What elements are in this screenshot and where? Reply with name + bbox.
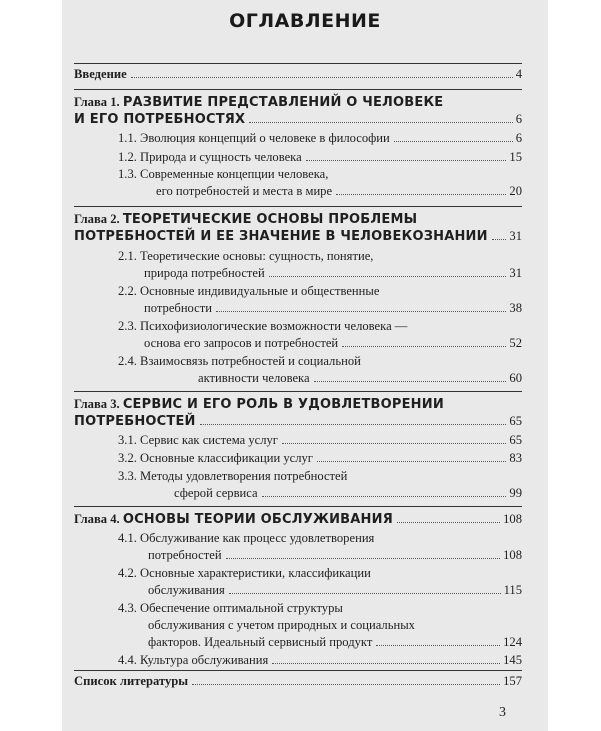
section-title: основа его запросов и потребностей [144,336,339,350]
section-title: обслуживания [148,583,225,597]
chapter-label: Глава 2. [74,212,120,226]
section-page: 124 [503,635,522,649]
leader-dots [192,684,500,685]
section-page: 60 [509,371,522,385]
page-title: ОГЛАВЛЕНИЕ [229,10,381,32]
section-title: 3.2. Основные классификации услуг [118,451,313,465]
toc-section [118,130,522,147]
chapter-title-line: СЕРВИС И ЕГО РОЛЬ В УДОВЛЕТВОРЕНИИ [122,397,444,412]
section-title: 3.3. Методы удовлетворения потребностей [118,469,348,483]
intro-label: Введение [74,67,127,81]
section-page: 108 [503,548,522,562]
toc-section [118,166,522,200]
intro-page: 4 [515,67,522,81]
toc-chapter-1 [74,94,522,128]
chapter-label: Глава 4. [74,512,120,526]
section-title: 2.2. Основные индивидуальные и общественные [118,284,380,298]
leader-dots [269,276,507,277]
section-page: 145 [503,653,522,667]
toc-section [118,248,522,282]
leader-dots [397,522,500,523]
section-title: 4.4. Культура обслуживания [118,653,269,667]
section-title: факторов. Идеальный сервисный продукт [148,635,373,649]
section-title: природа потребностей [144,266,265,280]
leader-dots [262,496,507,497]
leader-dots [394,141,513,142]
section-title: его потребностей и места в мире [156,184,333,198]
leader-dots [317,461,506,462]
toc-section [118,283,522,317]
section-page: 83 [509,451,522,465]
section-title: 2.4. Взаимосвязь потребностей и социальной [118,354,361,368]
toc-entry-intro [74,66,522,83]
leader-dots [249,122,512,123]
rule-intro [74,89,522,90]
section-title: 1.3. Современные концепции человека, [118,167,329,181]
section-title: 1.2. Природа и сущность человека [118,150,302,164]
toc-chapter-4 [74,511,522,528]
toc-section [118,600,522,651]
chapter-title-line: ТЕОРЕТИЧЕСКИЕ ОСНОВЫ ПРОБЛЕМЫ [122,212,418,227]
leader-dots [342,346,506,347]
section-page: 52 [509,336,522,350]
toc-section [118,652,522,669]
leader-dots [226,558,501,559]
leader-dots [376,645,500,646]
leader-dots [336,194,506,195]
leader-dots [272,663,500,664]
toc-chapter-2 [74,211,522,245]
toc-section [118,353,522,387]
section-title: потребностей [148,548,222,562]
chapter-title-line: ОСНОВЫ ТЕОРИИ ОБСЛУЖИВАНИЯ [122,512,393,527]
section-title: 1.1. Эволюция концепций о человеке в философии [118,131,390,145]
toc-section [118,318,522,352]
chapter-page: 65 [509,414,522,428]
section-page: 31 [509,266,522,280]
toc-section [118,468,522,502]
chapter-page: 6 [515,112,522,126]
chapter-page: 31 [509,229,522,243]
toc-section [118,432,522,449]
leader-dots [200,424,507,425]
chapter-label: Глава 3. [74,397,120,411]
section-title: 4.1. Обслуживание как процесс удовлетворения [118,531,375,545]
leader-dots [492,239,507,240]
toc-section [118,149,522,166]
section-title: 3.1. Сервис как система услуг [118,433,278,447]
chapter-title-line: ПОТРЕБНОСТЕЙ И ЕЕ ЗНАЧЕНИЕ В ЧЕЛОВЕКОЗНАНИИ [74,229,488,244]
rule-top [74,63,522,64]
rule-chapter-4 [74,506,522,507]
toc-section [118,450,522,467]
toc-section [118,565,522,599]
toc-chapter-3 [74,396,522,430]
section-title: 4.2. Основные характеристики, классификации [118,566,371,580]
section-title: потребности [144,301,213,315]
chapter-title-line: РАЗВИТИЕ ПРЕДСТАВЛЕНИЙ О ЧЕЛОВЕКЕ [122,95,444,110]
leader-dots [131,77,513,78]
toc-section [118,530,522,564]
toc-entry-bibliography [74,673,522,690]
rule-chapter-2 [74,206,522,207]
section-title: 2.1. Теоретические основы: сущность, понятие, [118,249,374,263]
chapter-title-line: И ЕГО ПОТРЕБНОСТЯХ [74,112,246,127]
section-title: 4.3. Обеспечение оптимальной структуры [118,601,343,615]
chapter-page: 108 [503,512,522,526]
section-title: активности человека [198,371,310,385]
leader-dots [229,593,501,594]
section-page: 99 [509,486,522,500]
leader-dots [306,160,507,161]
rule-bibliography [74,670,522,671]
chapter-label: Глава 1. [74,95,120,109]
leader-dots [314,381,507,382]
section-page: 20 [509,184,522,198]
leader-dots [216,311,506,312]
rule-chapter-3 [74,391,522,392]
section-title: сферой сервиса [174,486,258,500]
section-page: 65 [509,433,522,447]
bibliography-page: 157 [503,674,522,688]
page-number: 3 [499,705,506,720]
leader-dots [282,443,506,444]
section-title: 2.3. Психофизиологические возможности человека — [118,319,408,333]
section-page: 38 [509,301,522,315]
section-page: 15 [509,150,522,164]
section-page: 6 [515,131,522,145]
section-page: 115 [503,583,522,597]
bibliography-label: Список литературы [74,674,189,688]
book-page [62,0,548,731]
section-title: обслуживания с учетом природных и социальных [148,618,415,632]
chapter-title-line: ПОТРЕБНОСТЕЙ [74,414,196,429]
